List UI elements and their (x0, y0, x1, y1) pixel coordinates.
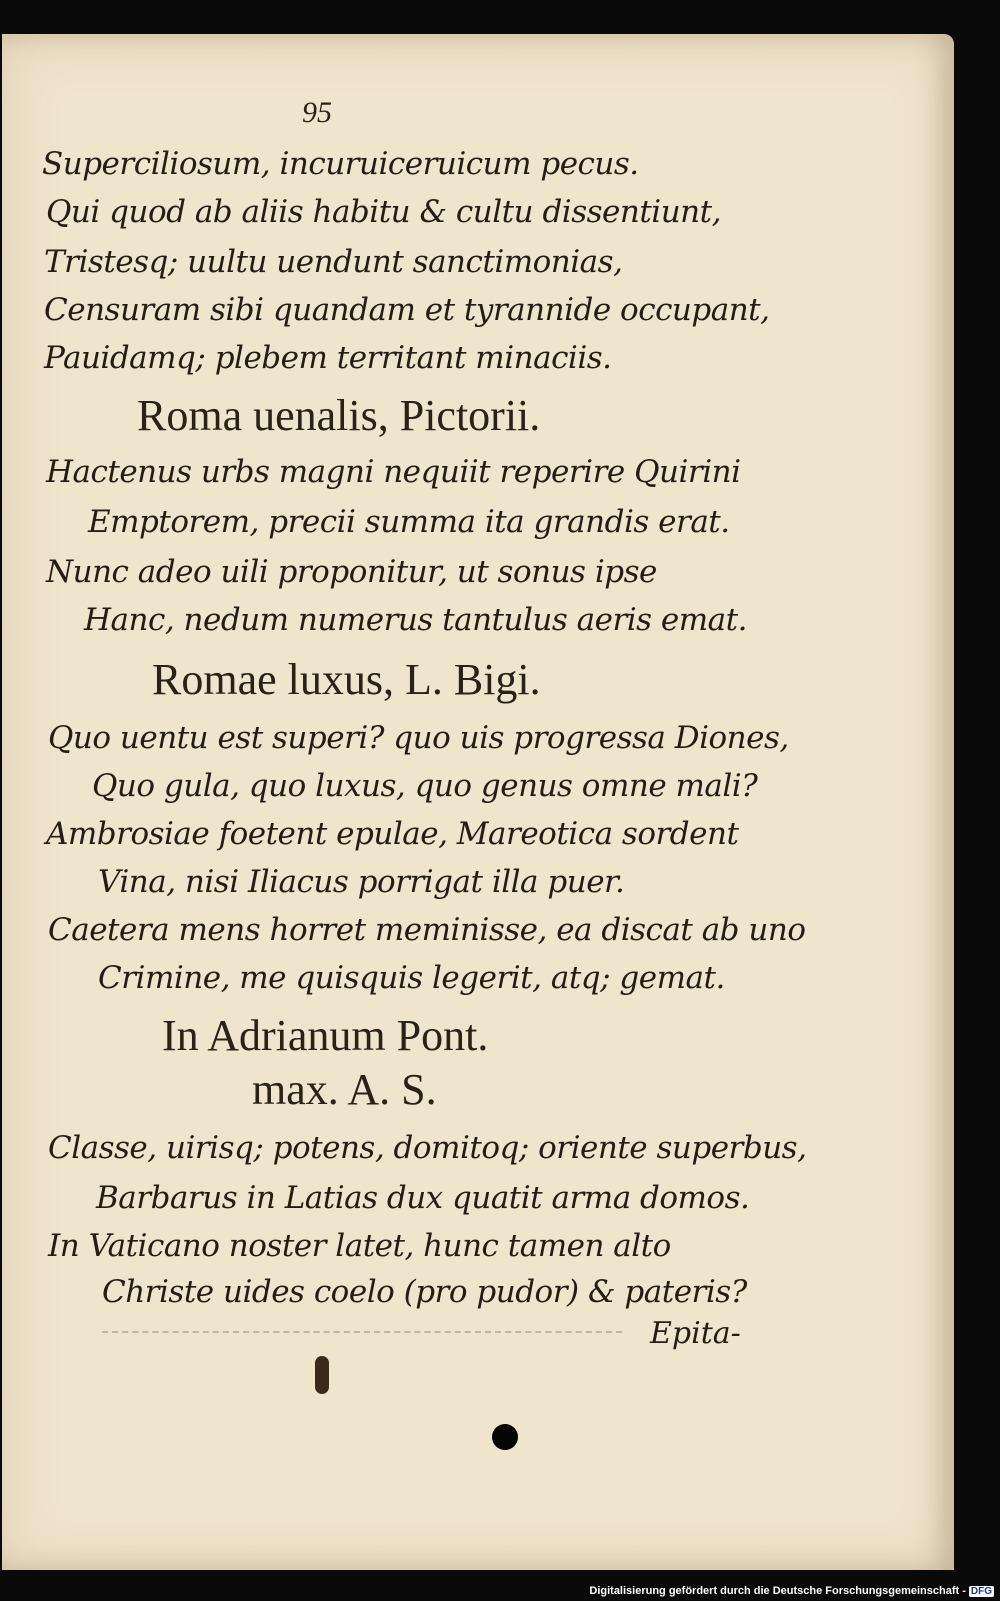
catchword: Epita- (650, 1316, 741, 1351)
text-line: Qui quod ab aliis habitu & cultu dissentiunt, (46, 194, 721, 230)
text-line: Emptorem, precii summa ita grandis erat. (88, 504, 730, 540)
text-line: Hactenus urbs magni nequiit reperire Quirini (46, 454, 741, 490)
text-line: Superciliosum, incuruiceruicum pecus. (42, 146, 639, 182)
text-line: Censuram sibi quandam et tyrannide occupant, (44, 292, 770, 328)
text-line: Tristesq; uultu uendunt sanctimonias, (44, 244, 623, 280)
text-line: Vina, nisi Iliacus porrigat illa puer. (98, 864, 625, 900)
digitization-credit (589, 1585, 994, 1597)
paper-hole (492, 1424, 518, 1450)
credit-text: Digitalisierung gefördert durch die Deutsche Forschungsgemeinschaft - (589, 1585, 966, 1597)
text-line: Christe uides coelo (pro pudor) & pateris? (102, 1274, 747, 1310)
text-line: Hanc, nedum numerus tantulus aeris emat. (84, 602, 747, 638)
section-heading: Romae luxus, L. Bigi. (152, 655, 541, 704)
text-line: Quo gula, quo luxus, quo genus omne mali? (92, 768, 758, 804)
dfg-logo: DFG (970, 1586, 992, 1597)
text-line: Ambrosiae foetent epulae, Mareotica sordent (46, 816, 739, 852)
text-line: Barbarus in Latias dux quatit arma domos. (96, 1180, 750, 1216)
text-line: Crimine, me quisquis legerit, atq; gemat. (98, 960, 725, 996)
ruled-line (102, 1331, 622, 1333)
page-number: 95 (302, 96, 332, 129)
text-line: Quo uentu est superi? quo uis progressa Diones, (48, 720, 789, 756)
text-line: Caetera mens horret meminisse, ea discat ab uno (48, 912, 806, 948)
text-line: Pauidamq; plebem territant minaciis. (44, 340, 612, 376)
section-heading: Roma uenalis, Pictorii. (137, 391, 541, 440)
text-line: Nunc adeo uili proponitur, ut sonus ipse (46, 554, 657, 590)
signature-mark (315, 1356, 329, 1394)
section-heading: max. A. S. (252, 1065, 437, 1114)
section-heading: In Adrianum Pont. (162, 1011, 489, 1060)
text-line: Classe, uirisq; potens, domitoq; oriente superbus, (48, 1130, 807, 1166)
text-line: In Vaticano noster latet, hunc tamen alto (48, 1228, 671, 1264)
book-page (2, 34, 954, 1570)
